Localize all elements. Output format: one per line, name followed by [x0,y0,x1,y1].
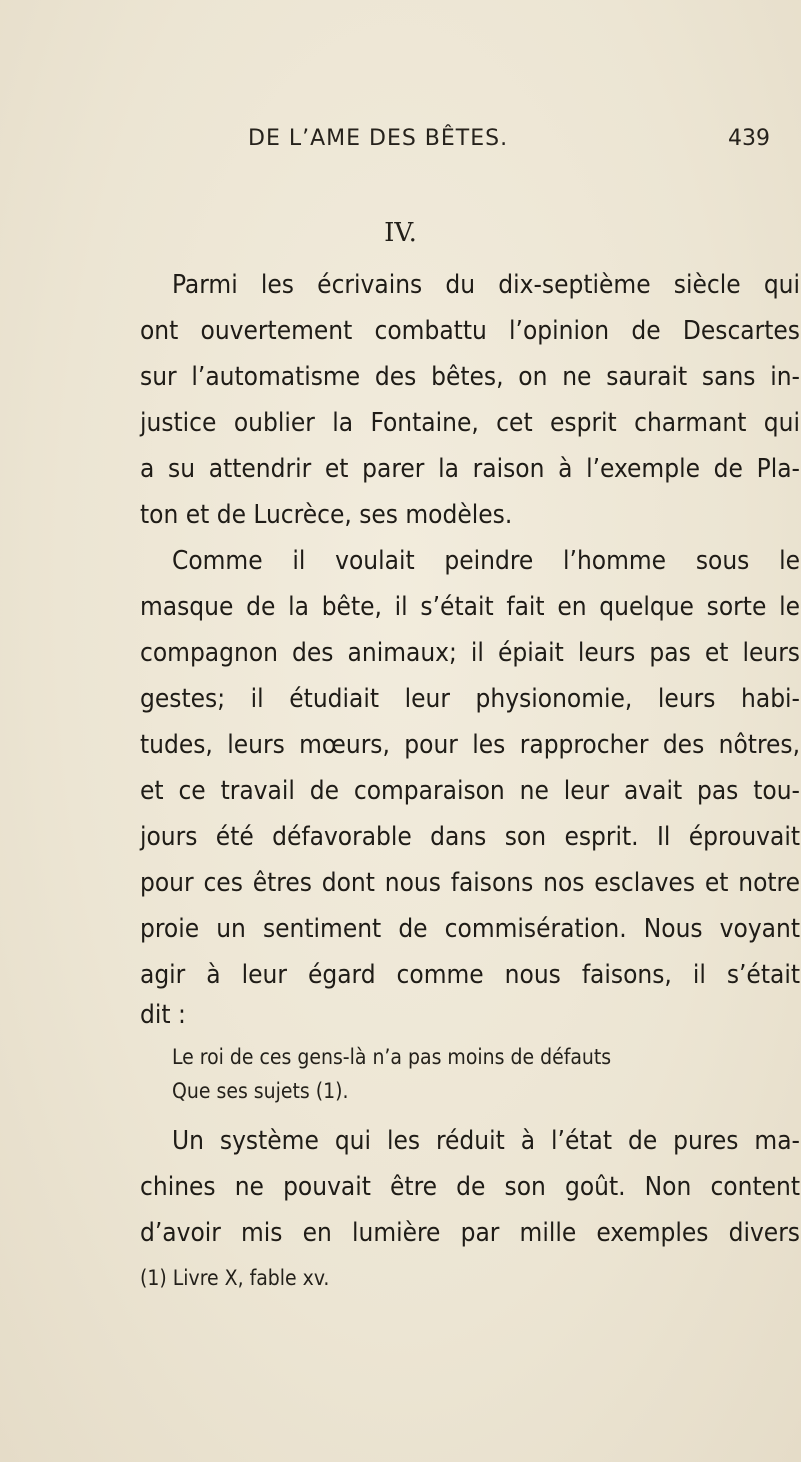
footnote: (1) Livre X, fable xv. [140,1266,330,1290]
body-line: jours été défavorable dans son esprit. Il éprouvait [140,822,800,852]
body-line: proie un sentiment de commisération. Nous voyant [140,914,800,944]
body-line: agir à leur égard comme nous faisons, il s’était [140,960,800,990]
body-line: compagnon des animaux; il épiait leurs pas et leurs [140,638,800,668]
section-heading: IV. [384,218,417,248]
body-line: a su attendrir et parer la raison à l’exemple de Pla- [140,454,800,484]
body-line: Parmi les écrivains du dix-septième siècle qui [172,270,800,300]
page-number: 439 [728,126,770,151]
quote-line: Le roi de ces gens-là n’a pas moins de défauts [172,1045,612,1069]
body-line: Comme il voulait peindre l’homme sous le [172,546,800,576]
body-line: pour ces êtres dont nous faisons nos esclaves et notre [140,868,800,898]
body-line: justice oublier la Fontaine, cet esprit charmant qui [140,408,800,438]
body-line: tudes, leurs mœurs, pour les rapprocher des nôtres, [140,730,800,760]
body-line: ton et de Lucrèce, ses modèles. [140,500,513,530]
body-line: dit : [140,1000,186,1030]
body-line: Un système qui les réduit à l’état de pures ma- [172,1126,800,1156]
body-line: d’avoir mis en lumière par mille exemples divers [140,1218,800,1248]
quote-line: Que ses sujets (1). [172,1079,349,1103]
body-line: et ce travail de comparaison ne leur avait pas tou- [140,776,800,806]
body-line: gestes; il étudiait leur physionomie, leurs habi- [140,684,800,714]
body-line: sur l’automatisme des bêtes, on ne saurait sans in- [140,362,800,392]
body-line: masque de la bête, il s’était fait en quelque sorte le [140,592,800,622]
body-line: chines ne pouvait être de son goût. Non content [140,1172,800,1202]
running-title: DE L’AME DES BÊTES. [248,126,509,151]
body-line: ont ouvertement combattu l’opinion de Descartes [140,316,800,346]
